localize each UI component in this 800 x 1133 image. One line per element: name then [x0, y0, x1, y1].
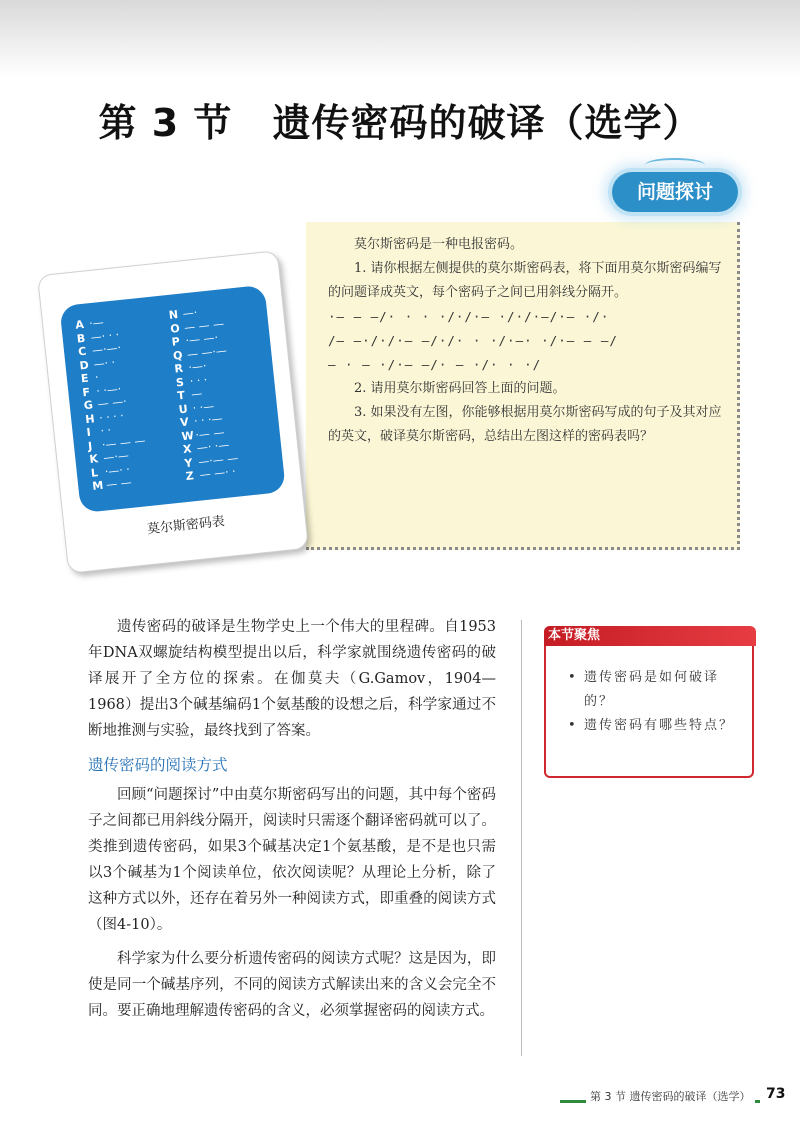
main-text: [88, 614, 496, 1024]
morse-code: ·: [94, 370, 100, 384]
morse-letter: U: [178, 401, 189, 416]
morse-letter: Q: [172, 348, 184, 363]
morse-letter: Z: [185, 469, 195, 483]
morse-code: · · · ·: [98, 408, 125, 425]
paragraph-intro: 遗传密码的破译是生物学史上一个伟大的里程碑。自1953年DNA双螺旋结构模型提出以后，科学家就围绕遗传密码的破译展开了全方位的探索。在伽莫夫（G.Gamov，1904—1968）提出3个碱基编码1个氨基酸的设想之后，科学家通过不断地推测与实验，最终找到了答案。: [88, 619, 496, 739]
morse-code: —· ·: [92, 355, 116, 371]
focus-list: [568, 666, 746, 738]
morse-code: · ·—·: [95, 381, 122, 398]
morse-code: — —· ·: [199, 464, 237, 482]
morse-letter: E: [80, 371, 90, 386]
morse-line: /— —·/·/·— —/·/· · ·/·—· ·/·— — —/: [328, 333, 618, 348]
morse-code-table: [59, 285, 286, 513]
morse-code: —: [190, 386, 203, 401]
problem-q1: 1. 请你根据左侧提供的莫尔斯密码表，将下面用莫尔斯密码编写的问题译成英文，每个密码子之间已用斜线分隔开。: [328, 261, 722, 300]
morse-letter: D: [78, 358, 90, 372]
problem-intro: 莫尔斯密码是一种电报密码。: [354, 237, 524, 252]
morse-letter: J: [87, 439, 93, 453]
morse-code: · ·: [99, 423, 112, 438]
morse-letter: W: [180, 428, 195, 443]
section-focus-box: [544, 626, 754, 778]
focus-item: • 遗传密码是如何破译的？: [568, 666, 746, 714]
problem-text: [328, 233, 728, 449]
morse-code: · ·—: [192, 399, 215, 415]
morse-code: · · ·—: [193, 411, 224, 428]
morse-letter: C: [77, 344, 87, 359]
morse-letter: T: [176, 388, 186, 403]
morse-letter: P: [171, 334, 181, 349]
morse-letter: S: [175, 375, 185, 389]
morse-letter: I: [86, 425, 92, 440]
section-number: 第 3 节: [98, 101, 233, 145]
morse-letter: Y: [183, 455, 194, 470]
morse-letter: F: [81, 385, 91, 399]
morse-column-left: [75, 313, 151, 494]
paragraph-why: 科学家为什么要分析遗传密码的阅读方式呢？这是因为，即使是同一个碱基序列，不同的阅读方式解读出来的含义会完全不同。要正确地理解遗传密码的含义，必须掌握密码的阅读方式。: [88, 951, 496, 1019]
morse-code: — — —: [183, 316, 225, 334]
morse-line: — · — ·/·— —/· — ·/· · ·/: [328, 357, 542, 372]
morse-letter: L: [90, 465, 99, 480]
morse-code: ·— —·: [184, 330, 219, 348]
morse-code: — —: [105, 475, 133, 492]
section-heading: 遗传密码的破译（选学）: [272, 101, 702, 145]
footer-running-title: 第 3 节 遗传密码的破译（选学）: [586, 1088, 755, 1104]
morse-code: ·— — —: [101, 433, 146, 452]
focus-item: • 遗传密码有哪些特点？: [568, 714, 746, 738]
morse-card-caption: 莫尔斯密码表: [146, 514, 226, 538]
badge-swirl-icon: [645, 158, 705, 172]
morse-code: —·—: [102, 448, 130, 465]
morse-code: ·—·: [187, 359, 208, 375]
focus-tab: [544, 626, 756, 646]
page-number: 73: [766, 1086, 786, 1102]
page-top-band: [0, 0, 800, 78]
morse-letter: R: [173, 361, 184, 376]
morse-code: · · ·: [189, 372, 208, 388]
morse-letter: M: [91, 478, 104, 493]
problem-q2: 2. 请用莫尔斯密码回答上面的问题。: [354, 381, 566, 396]
morse-letter: N: [168, 307, 179, 322]
morse-letter: X: [182, 442, 193, 457]
morse-code: —· · ·: [90, 327, 120, 344]
morse-letter: V: [179, 415, 190, 430]
morse-letter: G: [83, 398, 94, 413]
morse-code: —·—·: [91, 341, 122, 358]
morse-letter: O: [169, 321, 181, 336]
morse-letter: K: [88, 452, 99, 466]
morse-letter: B: [76, 331, 86, 346]
morse-line: ·— — —/· · · ·/·/·— ·/·/·—/·— ·/·: [328, 309, 610, 324]
morse-code: ·— —: [194, 425, 226, 442]
morse-code: —· ·—: [196, 438, 230, 455]
morse-code: ·—: [88, 315, 105, 331]
morse-code: — —·—: [186, 343, 228, 361]
morse-code: —·— —: [197, 450, 239, 469]
morse-column-right: [168, 303, 240, 483]
section-title: [0, 92, 800, 145]
focus-label: 本节聚焦: [548, 628, 601, 643]
morse-letter: H: [84, 411, 96, 426]
morse-code-card: [37, 250, 309, 574]
problem-badge: 问题探讨: [612, 172, 738, 212]
problem-q3: 3. 如果没有左图，你能够根据用莫尔斯密码写成的句子及其对应的英文，破译莫尔斯密码，总结出左图这样的密码表吗？: [328, 405, 722, 444]
morse-code: ·—· ·: [104, 462, 131, 478]
morse-code: —·: [182, 305, 198, 321]
morse-letter: A: [74, 317, 85, 332]
paragraph-reading-method: 回顾“问题探讨”中由莫尔斯密码写出的问题，其中每个密码子之间都已用斜线分隔开，阅读时只需逐个翻译密码就可以了。类推到遗传密码，如果3个碱基决定1个氨基酸，是不是也只需以3个碱基为1个阅读单位，依次阅读呢？从理论上分析，除了这种方式以外，还存在着另外一种阅读方式，即重叠的阅读方式（图4-10）。: [88, 787, 496, 933]
subsection-heading: 遗传密码的阅读方式: [88, 756, 228, 774]
column-divider: [521, 620, 522, 1056]
morse-code: — —·: [97, 394, 128, 411]
